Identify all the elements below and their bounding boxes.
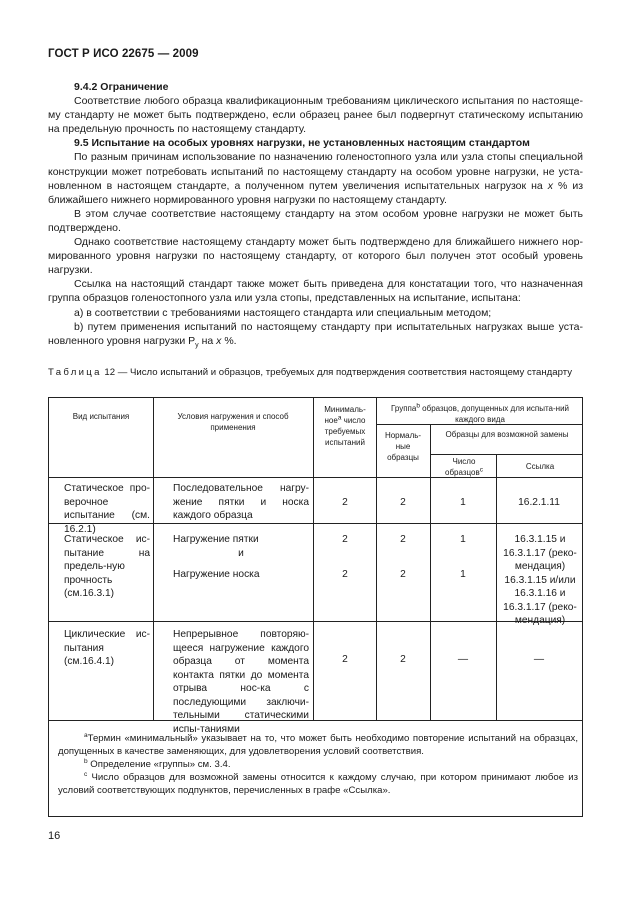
row2-condition-heel: Нагружение пятки [173, 534, 259, 545]
section-9-5-paragraph-4: Ссылка на настоящий стандарт также может быть приведена для констатации того, что назначенная группа образцов голеностопного узла или узла стопы, представленных на испытание, испытана: [48, 278, 583, 305]
list-item-a: а) в соответствии с требованиями настоящего стандарта или специальным методом; [74, 306, 492, 319]
row3-normal-samples: 2 [400, 654, 406, 665]
row2-reference: 16.3.1.15 и 16.3.1.17 (реко-мендация) 16.3.1.15 и/или 16.3.1.16 и 16.3.1.17 (реко-мендация) [503, 534, 577, 626]
header-load-conditions: Условия нагружения и способ применения [177, 412, 289, 432]
row2-count-toe: 1 [460, 569, 466, 580]
header-test-type: Вид испытания [72, 412, 130, 421]
row2-normal-heel: 2 [400, 534, 406, 545]
header-sample-group: Группа$^b$ образцов, допущенных для испыта-ний каждого вида [390, 402, 570, 424]
footnote-c: $^c$ Число образцов для возможной замены относится к каждому случаю, при котором принимают любое из условий соответствующих подпунктов, перечисленных в графе «Ссылка». [58, 770, 578, 796]
section-9-5-heading: 9.5 Испытание на особых уровнях нагрузки, не установленных настоящим стандартом [74, 137, 530, 150]
list-item-b: b) путем применения испытаний по настоящему стандарту при испытательных нагрузках выше уста-новленного уровня нагрузки $P_y$ на x %. [48, 320, 583, 349]
body-text [48, 80, 583, 348]
row2-condition-toe: Нагружение носка [173, 569, 260, 580]
row3-reference: — [533, 654, 545, 665]
section-9-5-paragraph-2: В этом случае соответствие настоящему стандарту на этом особом уровне нагрузки не может быть подтверждено. [48, 207, 583, 234]
row2-count-heel: 1 [460, 534, 466, 545]
row2-test-type: Статическое ис-пытание на предель-ную прочность (см.16.3.1) [64, 534, 150, 599]
row2-normal-toe: 2 [400, 569, 406, 580]
footnote-a: $^a$Термин «минимальный» указывает на то, что может быть необходимо повторение испытаний на образцах, допущенных в качестве заменяющих, для удовлетворения условий соответствия. [58, 731, 578, 757]
row3-conditions: Непрерывное повторяю-щееся нагружение каждого образца от момента контакта пятки до момента отрыва нос-ка с последующими заключи-тельными статическими испы-таниями [173, 629, 309, 735]
row1-test-type: Статическое про-верочное испытание (см. 16.2.1) [64, 483, 150, 535]
row3-test-type: Циклические ис-пытания (см.16.4.1) [64, 629, 150, 667]
document-header: ГОСТ Р ИСО 22675 — 2009 [48, 48, 199, 60]
header-sample-count: Число образцов$^c$ [445, 457, 483, 477]
row1-reference: 16.2.1.11 [518, 497, 560, 508]
row2-condition-and: и [238, 548, 244, 559]
header-min-tests: Минималь-ное$^a$ число требуемых испытаний [324, 405, 366, 447]
row1-normal-samples: 2 [400, 497, 406, 508]
row2-min-tests-toe: 2 [342, 569, 348, 580]
footnote-b: $^b$ Определение «группы» см. 3.4. [84, 757, 231, 770]
section-9-5-paragraph-1: По разным причинам использование по назначению голеностопного узла или узла стопы специальной конструкции может потребовать испытаний по настоящему стандарту на особом уровне нагрузки, не уста-новленном в настоящем стандарте, а полученном путем увеличения испытательных нагрузок на x % из ближайшего нижнего нормированного уровня нагрузки по настоящему стандарту. [48, 151, 584, 206]
row1-sample-count: 1 [460, 497, 466, 508]
row3-sample-count: — [457, 654, 469, 665]
header-normal-samples: Нормаль-ные образцы [384, 431, 422, 462]
row3-min-tests: 2 [342, 654, 348, 665]
row1-min-tests: 2 [342, 497, 348, 508]
page-number: 16 [48, 830, 61, 842]
table-caption: Таблица 12 — Число испытаний и образцов, требуемых для подтверждения соответствия настоящему стандарту [48, 367, 573, 378]
section-9-4-2-text: Соответствие любого образца квалификационным требованиям циклического испытания по настояще-му стандарту не может быть подтверждено, если образец ранее был подвергнут статическому испытанию на предельную прочность по настоящему стандарту. [48, 95, 583, 136]
section-9-4-2-heading: 9.4.2 Ограничение [74, 81, 169, 93]
header-reference: Ссылка [525, 462, 555, 471]
row2-min-tests-heel: 2 [342, 534, 348, 545]
row1-conditions: Последовательное нагру-жение пятки и носка каждого образца [173, 483, 309, 521]
header-replacement-samples: Образцы для возможной замены [445, 430, 569, 439]
section-9-5-paragraph-3: Однако соответствие настоящему стандарту может быть подтверждено для ближайшего нижнего нор-мированного уровня нагрузки по настоящему стандарту, от которого был получен этот особый уровень нагрузки. [48, 236, 583, 277]
